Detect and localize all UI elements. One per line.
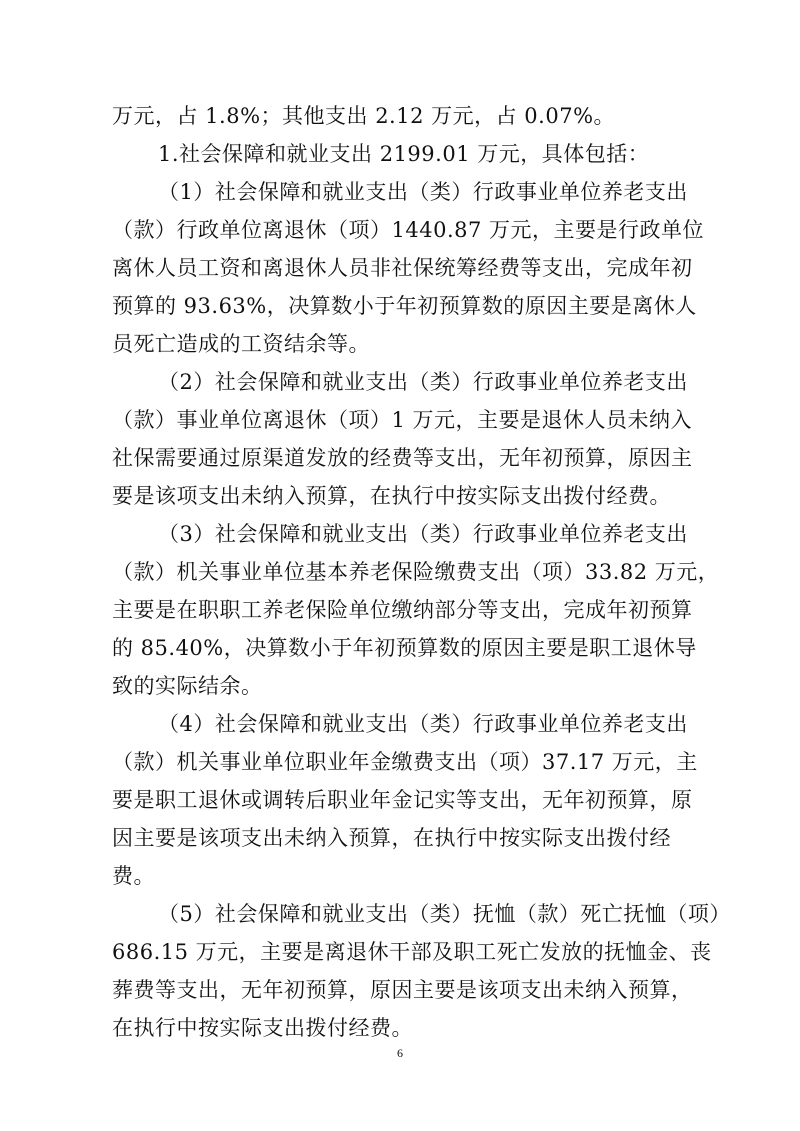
text-line: 费。: [112, 864, 155, 888]
text-line: 致的实际结余。: [112, 674, 263, 698]
text-line: 葬费等支出，无年初预算，原因主要是该项支出未纳入预算，: [112, 978, 693, 1002]
text-line: 因主要是该项支出未纳入预算，在执行中按实际支出拨付经: [112, 826, 671, 850]
text-line: 要是该项支出未纳入预算，在执行中按实际支出拨付经费。: [112, 484, 671, 508]
text-line: （款）机关事业单位职业年金缴费支出（项）37.17 万元，主: [112, 750, 698, 774]
text-line: 离休人员工资和离退休人员非社保统筹经费等支出，完成年初: [112, 256, 693, 280]
text-line: （4）社会保障和就业支出（类）行政事业单位养老支出: [158, 712, 688, 736]
text-line: 社保需要通过原渠道发放的经费等支出，无年初预算，原因主: [112, 446, 693, 470]
document-body: [112, 97, 731, 1047]
text-line: （2）社会保障和就业支出（类）行政事业单位养老支出: [158, 370, 688, 394]
text-line: 预算的 93.63%，决算数小于年初预算数的原因主要是离休人: [112, 294, 697, 318]
text-line: 员死亡造成的工资结余等。: [112, 332, 370, 356]
page-number: 6: [397, 1046, 403, 1060]
text-line: 主要是在职职工养老保险单位缴纳部分等支出，完成年初预算: [112, 598, 693, 622]
text-line: 的 85.40%，决算数小于年初预算数的原因主要是职工退休导: [112, 636, 697, 660]
text-line: 在执行中按实际支出拨付经费。: [112, 1016, 413, 1040]
text-line: 686.15 万元，主要是离退休干部及职工死亡发放的抚恤金、丧: [112, 940, 712, 964]
text-line: （5）社会保障和就业支出（类）抚恤（款）死亡抚恤（项）: [158, 902, 731, 926]
section-heading: 1.社会保障和就业支出 2199.01 万元，具体包括：: [158, 142, 650, 166]
text-line: （3）社会保障和就业支出（类）行政事业单位养老支出: [158, 522, 688, 546]
text-line: 万元，占 1.8%；其他支出 2.12 万元，占 0.07%。: [112, 104, 616, 128]
text-line: 要是职工退休或调转后职业年金记实等支出，无年初预算，原: [112, 788, 693, 812]
text-line: （款）行政单位离退休（项）1440.87 万元，主要是行政单位: [112, 218, 705, 242]
text-line: （款）事业单位离退休（项）1 万元，主要是退休人员未纳入: [112, 408, 693, 432]
text-line: （1）社会保障和就业支出（类）行政事业单位养老支出: [158, 180, 688, 204]
text-line: （款）机关事业单位基本养老保险缴费支出（项）33.82 万元，: [112, 560, 720, 584]
